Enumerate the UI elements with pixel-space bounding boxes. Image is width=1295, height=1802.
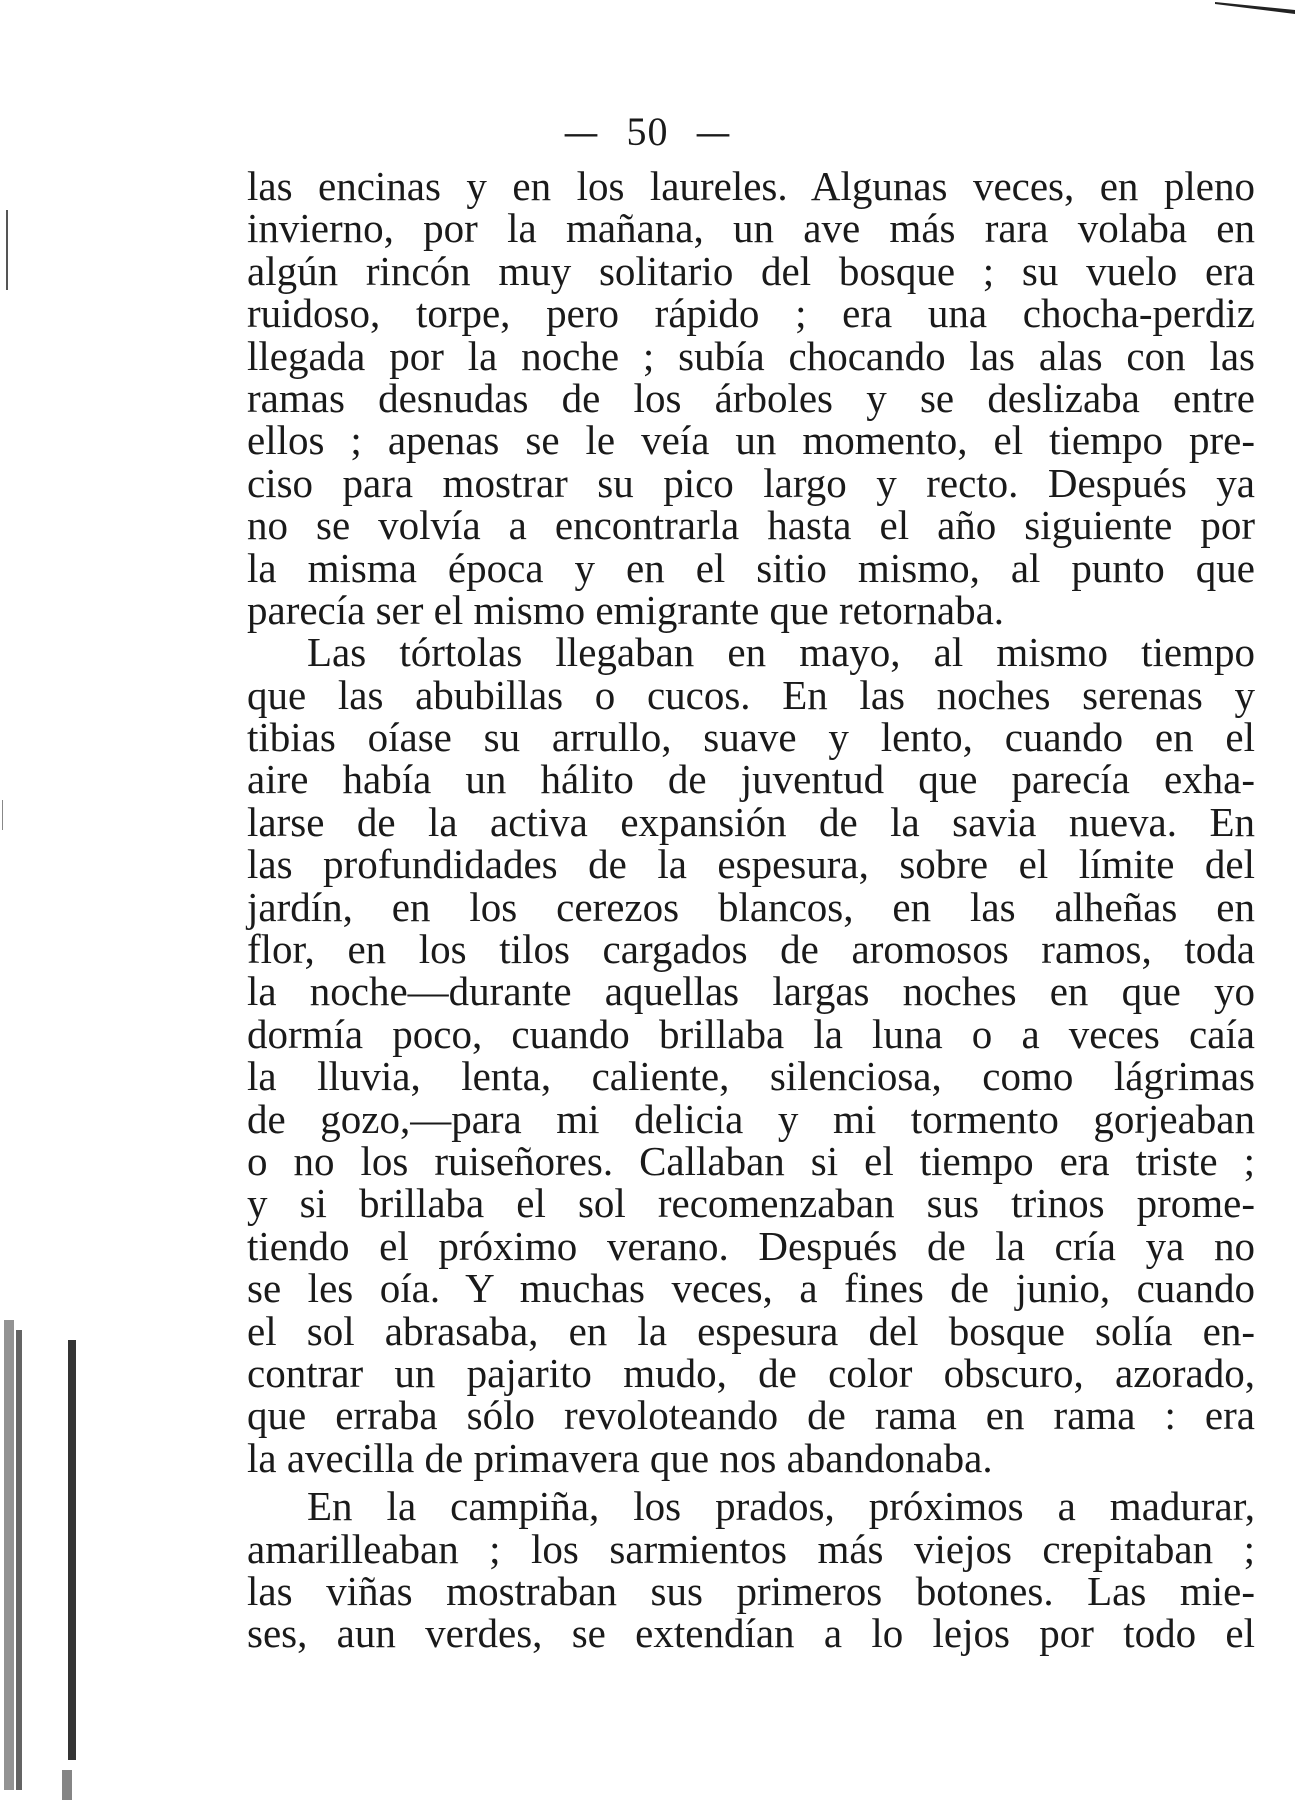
text-line: llegada por la noche ; subía chocando las alas con las [247,332,1255,379]
body-text [247,165,1255,1655]
text-line: aire había un hálito de juventud que parecía exha- [247,756,1255,803]
text-line: larse de la activa expansión de la savia nueva. En [247,798,1255,845]
text-line: flor, en los tilos cargados de aromosos ramos, toda [247,926,1255,973]
text-line: Las tórtolas llegaban en mayo, al mismo tiempo [307,629,1255,676]
page-number-dash-right: — [694,113,732,154]
text-line: tiendo el próximo verano. Después de la cría ya no [247,1222,1255,1269]
text-line: invierno, por la mañana, un ave más rara volaba en [247,205,1255,252]
margin-mark [62,1770,72,1800]
text-line: algún rincón muy solitario del bosque ; su vuelo era [247,247,1255,294]
text-line: ciso para mostrar su pico largo y recto. Después ya [247,459,1255,506]
text-line: el sol abrasaba, en la espesura del bosque solía en- [247,1307,1255,1354]
text-line: parecía ser el mismo emigrante que retornaba. [247,586,1005,633]
text-line: tibias oíase su arrullo, suave y lento, cuando en el [247,714,1255,761]
text-line: y si brillaba el sol recomenzaban sus trinos prome- [247,1180,1255,1227]
text-line: las encinas y en los laureles. Algunas veces, en pleno [247,163,1255,209]
page-number [0,108,1295,155]
text-line: no se volvía a encontrarla hasta el año siguiente por [247,502,1255,549]
text-line: se les oía. Y muchas veces, a fines de junio, cuando [247,1265,1255,1312]
margin-mark [4,1320,14,1790]
text-line: de gozo,—para mi delicia y mi tormento gorjeaban [247,1095,1255,1142]
text-line: la avecilla de primavera que nos abandonaba. [247,1434,993,1481]
text-line: que las abubillas o cucos. En las noches serenas y [247,671,1255,718]
text-line: amarilleaban ; los sarmientos más viejos crepitaban ; [247,1525,1255,1572]
text-line: la lluvia, lenta, caliente, silenciosa, como lágrimas [247,1053,1255,1100]
page-number-dash-left: — [563,113,601,154]
text-line: la noche—durante aquellas largas noches en que yo [247,968,1255,1015]
text-line: ramas desnudas de los árboles y se deslizaba entre [247,374,1255,421]
text-line: dormía poco, cuando brillaba la luna o a veces caía [247,1010,1255,1057]
text-line: ses, aun verdes, se extendían a lo lejos por todo el [247,1610,1255,1657]
margin-mark [68,1340,76,1760]
scan-corner-artifact [1215,0,1295,20]
page-number-value: 50 [626,109,669,154]
text-line: contrar un pajarito mudo, de color obscuro, azorado, [247,1349,1255,1396]
text-line: o no los ruiseñores. Callaban si el tiempo era triste ; [247,1137,1255,1184]
text-line: las profundidades de la espesura, sobre el límite del [247,841,1255,888]
text-line: jardín, en los cerezos blancos, en las alheñas en [247,883,1255,930]
margin-mark [2,800,3,830]
text-line: la misma época y en el sitio mismo, al punto que [247,544,1255,591]
text-line: las viñas mostraban sus primeros botones. Las mie- [247,1567,1255,1614]
text-line: ellos ; apenas se le veía un momento, el tiempo pre- [247,417,1255,464]
margin-mark [16,1330,22,1790]
margin-mark [6,210,8,290]
scan-margin-artifact [0,0,100,1802]
text-line: En la campiña, los prados, próximos a madurar, [307,1483,1255,1530]
text-line: que erraba sólo revoloteando de rama en rama : era [247,1392,1255,1439]
text-line: ruidoso, torpe, pero rápido ; era una chocha-perdiz [247,290,1255,337]
